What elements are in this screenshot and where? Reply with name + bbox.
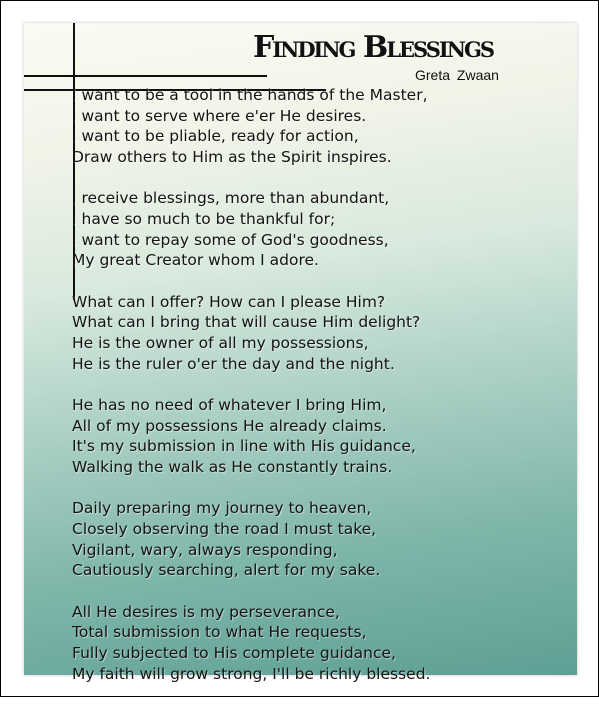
poem-line: Closely observing the road I must take, [72, 519, 377, 538]
poem-line: He has no need of whatever I bring Him, [72, 395, 387, 414]
poem-line: I want to repay some of God's goodness, [72, 230, 389, 249]
poem-line: My faith will grow strong, I'll be richly blessed. [72, 664, 431, 683]
poem-author: Greta Zwaan [415, 67, 499, 83]
poem-line: All He desires is my perseverance, [72, 602, 340, 621]
poem-title: Finding Blessings [253, 30, 494, 65]
poem-line: What can I offer? How can I please Him? [72, 292, 386, 311]
poem-line: I want to be a tool in the hands of the Master, [72, 86, 428, 104]
poem-line: Daily preparing my journey to heaven, [72, 499, 372, 518]
stanza [72, 395, 430, 478]
cross-horizontal-beam-upper [24, 75, 267, 77]
poem-line: He is the ruler o'er the day and the night. [72, 354, 395, 373]
poem-line: I have so much to be thankful for; [72, 210, 336, 229]
poem-line: It's my submission in line with His guidance, [72, 437, 416, 456]
poem-line: Cautiously searching, alert for my sake. [72, 561, 381, 580]
poem-line: Total submission to what He requests, [72, 623, 367, 642]
poem-line: I want to serve where e'er He desires. [72, 106, 367, 125]
stanza [72, 188, 430, 271]
stanza [72, 292, 430, 375]
poem-line: My great Creator whom I adore. [72, 251, 319, 270]
poem-line: Fully subjected to His complete guidance, [72, 643, 396, 662]
poem-line: He is the owner of all my possessions, [72, 334, 369, 353]
poem-line: Draw others to Him as the Spirit inspires. [72, 148, 392, 167]
stanza [72, 498, 430, 581]
poem-line: I want to be pliable, ready for action, [72, 127, 359, 146]
poem-line: Walking the walk as He constantly trains. [72, 458, 393, 477]
poem-line: All of my possessions He already claims. [72, 416, 387, 435]
poem-line: Vigilant, wary, always responding, [72, 540, 338, 559]
poem-body [72, 85, 430, 705]
stanza [72, 85, 430, 168]
poem-line: I receive blessings, more than abundant, [72, 189, 390, 208]
stanza [72, 602, 430, 685]
poem-line: What can I bring that will cause Him delight? [72, 313, 421, 332]
